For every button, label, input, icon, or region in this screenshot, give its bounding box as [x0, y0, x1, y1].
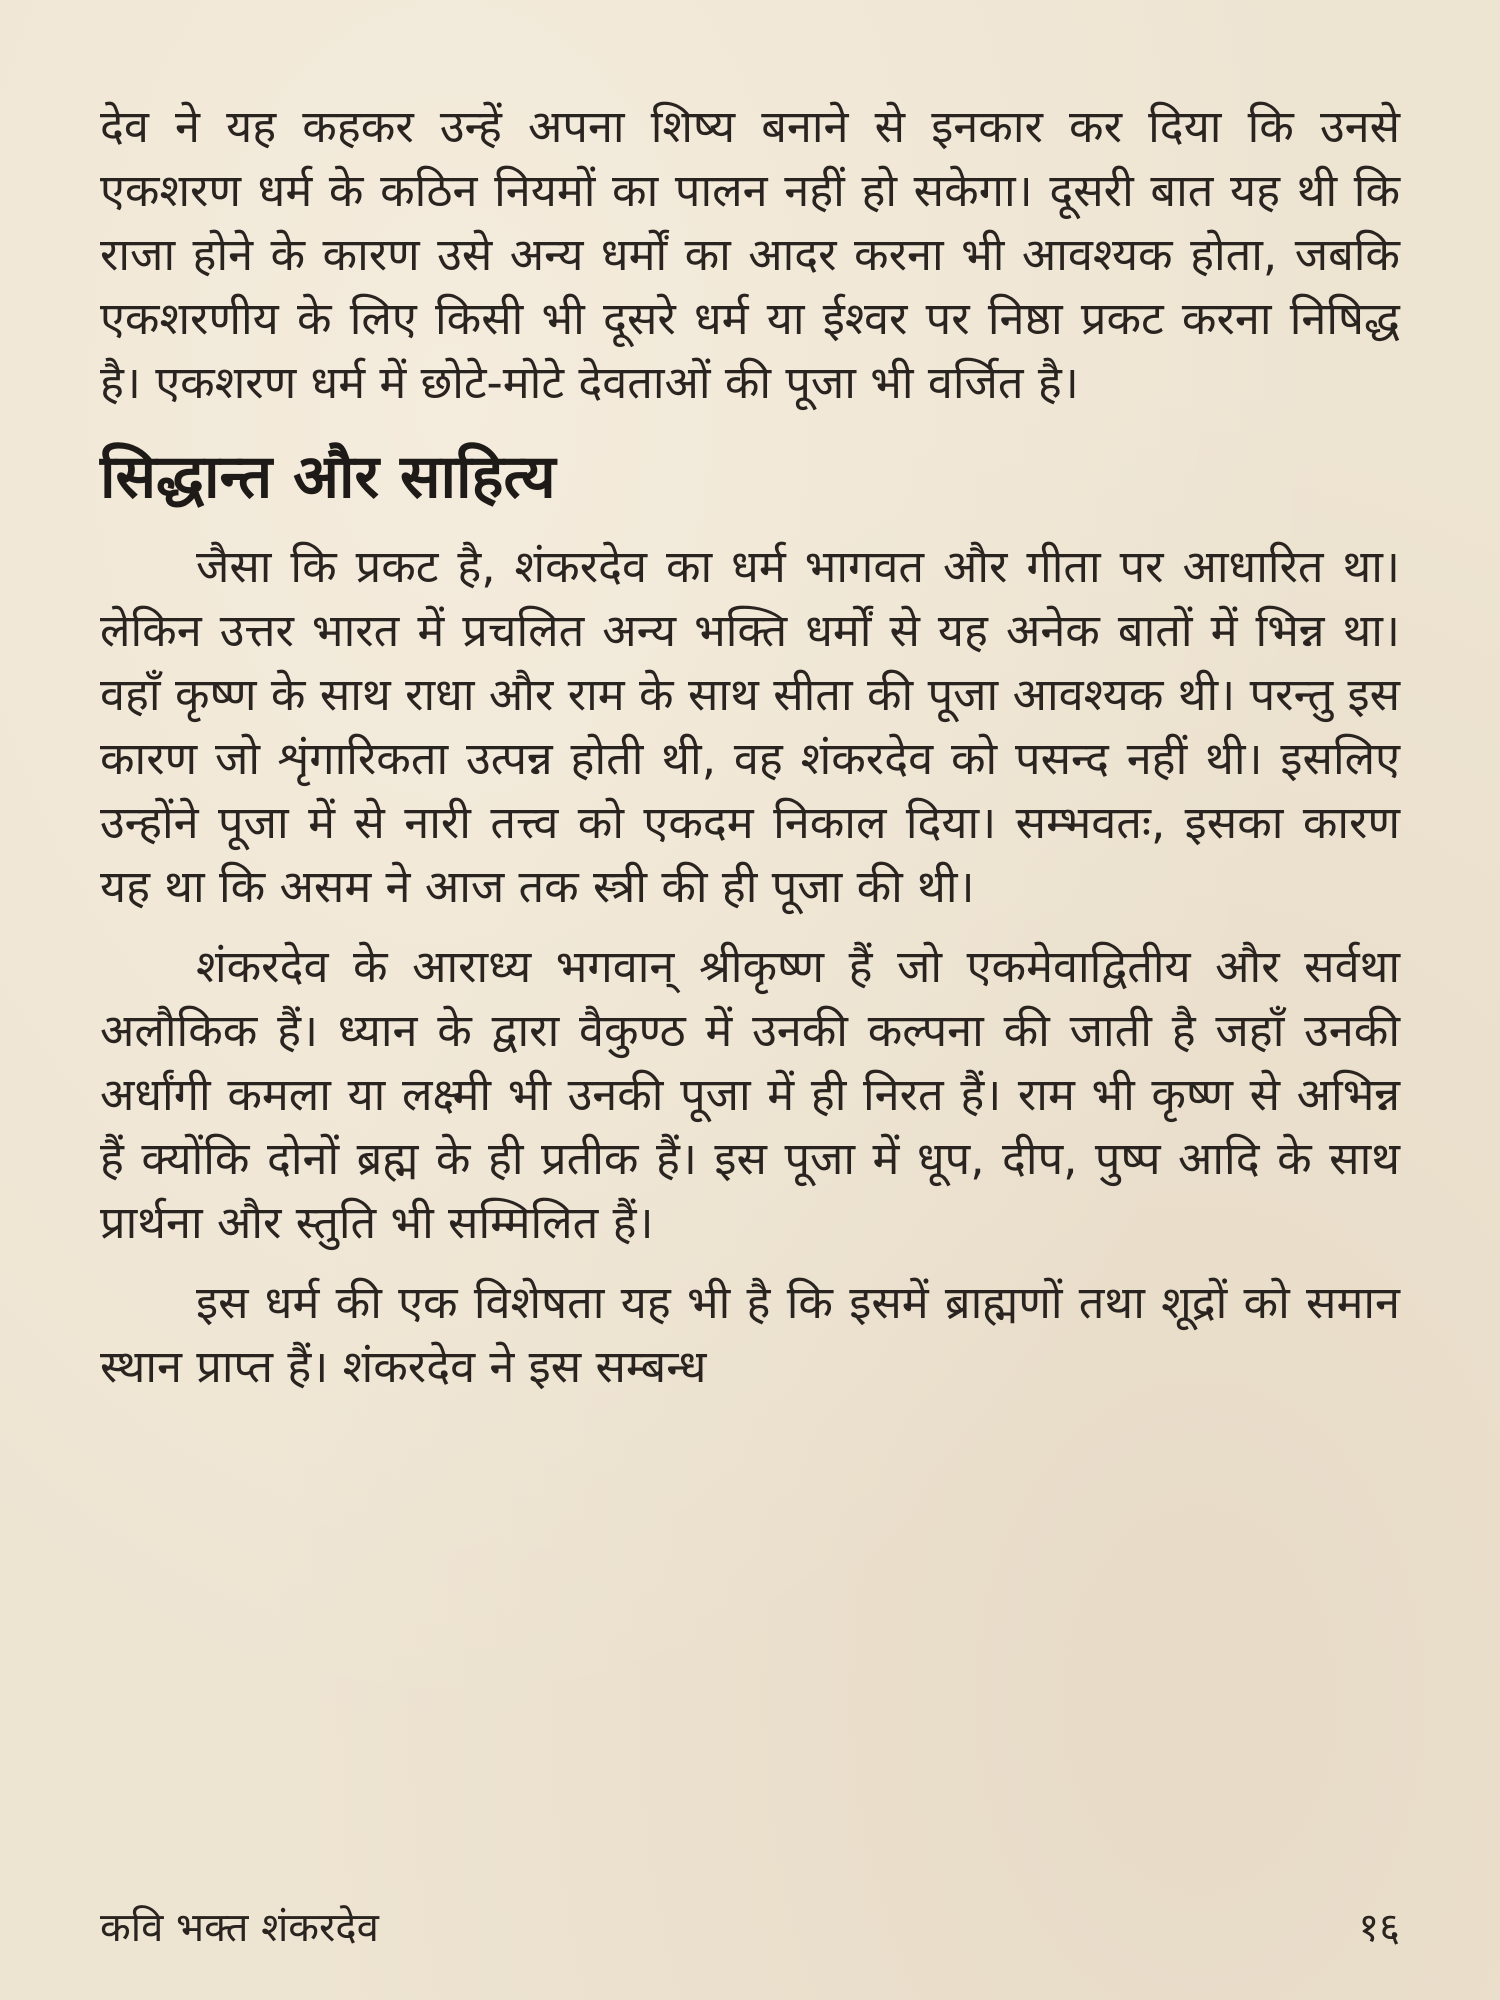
paragraph-continued: देव ने यह कहकर उन्हें अपना शिष्य बनाने से इनकार कर दिया कि उनसे एकशरण धर्म के कठिन नियमों का पालन नहीं हो सकेगा। दूसरी बात यह थी कि राजा होने के कारण उसे अन्य धर्मों का आदर करना भी आवश्यक होता, जबकि एकशरणीय के लिए किसी भी दूसरे धर्म या ईश्वर पर निष्ठा प्रकट करना निषिद्ध है। एकशरण धर्म में छोटे-मोटे देवताओं की पूजा भी वर्जित है।: [100, 100, 1400, 409]
paragraph-gap: [100, 919, 1400, 935]
page-number: १६: [1358, 1905, 1400, 1951]
page-footer: [100, 1900, 1400, 1960]
section-heading: सिद्धान्त और साहित्य: [100, 442, 556, 512]
paragraph-gap: [100, 1255, 1400, 1271]
paragraph-3: इस धर्म की एक विशेषता यह भी है कि इसमें ब्राह्मणों तथा शूद्रों को समान स्थान प्राप्त हैं। शंकरदेव ने इस सम्बन्ध: [100, 1276, 1400, 1393]
running-footer-title: कवि भक्त शंकरदेव: [100, 1905, 379, 1951]
paragraph-2: शंकरदेव के आराध्य भगवान् श्रीकृष्ण हैं जो एकमेवाद्वितीय और सर्वथा अलौकिक हैं। ध्यान के द्वारा वैकुण्ठ में उनकी कल्पना की जाती है जहाँ उनकी अर्धांगी कमला या लक्ष्मी भी उनकी पूजा में ही निरत हैं। राम भी कृष्ण से अभिन्न हैं क्योंकि दोनों ब्रह्म के ही प्रतीक हैं। इस पूजा में धूप, दीप, पुष्प आदि के साथ प्रार्थना और स्तुति भी सम्मिलित हैं।: [100, 940, 1400, 1249]
paragraph-1: जैसा कि प्रकट है, शंकरदेव का धर्म भागवत और गीता पर आधारित था। लेकिन उत्तर भारत में प्रचलित अन्य भक्ति धर्मों से यह अनेक बातों में भिन्न था। वहाँ कृष्ण के साथ राधा और राम के साथ सीता की पूजा आवश्यक थी। परन्तु इस कारण जो शृंगारिकता उत्पन्न होती थी, वह शंकरदेव को पसन्द नहीं थी। इसलिए उन्होंने पूजा में से नारी तत्त्व को एकदम निकाल दिया। सम्भवतः, इसका कारण यह था कि असम ने आज तक स्त्री की ही पूजा की थी।: [100, 540, 1400, 913]
page-body: [100, 95, 1400, 1399]
